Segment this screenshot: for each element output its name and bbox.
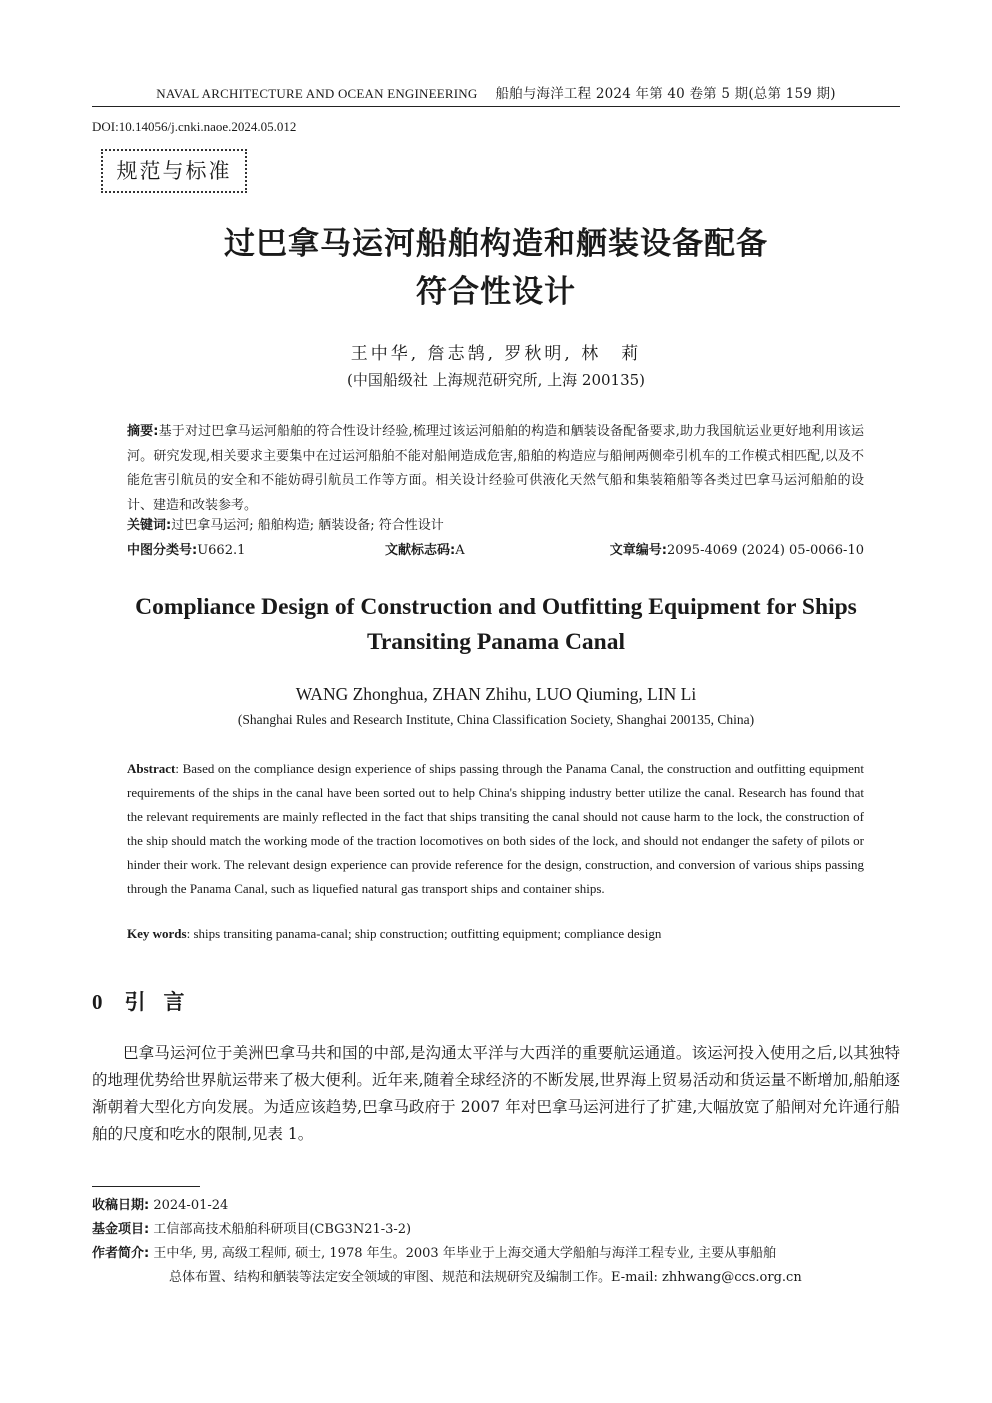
- section-title: 引言: [124, 990, 203, 1014]
- abstract-cn: [127, 420, 864, 518]
- clc-label: 中图分类号:: [127, 543, 198, 558]
- doi: DOI:10.14056/j.cnki.naoe.2024.05.012: [92, 119, 297, 134]
- authors-cn: 王中华, 詹志鹄, 罗秋明, 林 莉: [350, 344, 642, 364]
- title-cn-line2: 符合性设计: [416, 274, 576, 310]
- title-en: Compliance Design of Construction and Outfitting Equipment for Ships Transiting Panama Canal: [135, 594, 857, 655]
- body-paragraph: 巴拿马运河位于美洲巴拿马共和国的中部,是沟通太平洋与大西洋的重要航运通道。该运河投入使用之后,以其独特的地理优势给世界航运带来了极大便利。近年来,随着全球经济的不断发展,世界海上贸易活动和货运量不断增加,船舶逐渐朝着大型化方向发展。为适应该趋势,巴拿马政府于 2007 年对巴拿马运河进行了扩建,大幅放宽了船闸对允许通行船舶的尺度和吃水的限制,见表 1。: [92, 1044, 900, 1143]
- doc-code-field: [385, 539, 465, 558]
- section-number: 0: [92, 990, 103, 1014]
- journal-issue-cn: 船舶与海洋工程 2024 年第 40 卷第 5 期(总第 159 期): [495, 86, 836, 102]
- footnote-rule: [92, 1186, 200, 1187]
- bio-line2: 总体布置、结构和舾装等法定安全领域的审图、规范和法规研究及编制工作。E-mail: zhhwang@ccs.org.cn: [169, 1270, 802, 1285]
- footnote-fund: [92, 1218, 900, 1242]
- abstract-cn-label: 摘要:: [127, 424, 159, 439]
- bio-line1: 王中华, 男, 高级工程师, 硕士, 1978 年生。2003 年毕业于上海交通大学船舶与海洋工程专业, 主要从事船舶: [153, 1246, 777, 1261]
- abstract-en: [127, 757, 864, 901]
- bio-label: 作者简介:: [92, 1246, 150, 1261]
- received-value: 2024-01-24: [153, 1198, 229, 1213]
- doc-code-value: A: [455, 543, 465, 558]
- article-number-field: [610, 539, 864, 558]
- header-rule: [92, 106, 900, 107]
- journal-name-en: NAVAL ARCHITECTURE AND OCEAN ENGINEERING: [156, 86, 478, 101]
- footnote-bio: [92, 1242, 900, 1290]
- running-header: [0, 82, 992, 102]
- keywords-cn: [127, 514, 864, 539]
- article-number-label: 文章编号:: [609, 543, 667, 558]
- fund-label: 基金项目:: [92, 1222, 150, 1237]
- section-heading: [92, 986, 203, 1016]
- keywords-cn-label: 关键词:: [127, 518, 172, 533]
- keywords-en-label: Key words: [127, 926, 187, 941]
- affiliation-cn: (中国船级社 上海规范研究所, 上海 200135): [346, 371, 646, 389]
- clc-field: [127, 539, 245, 558]
- keywords-en: [127, 926, 864, 942]
- received-label: 收稿日期:: [92, 1198, 150, 1213]
- keywords-en-text: : ships transiting panama-canal; ship construction; outfitting equipment; compliance design: [186, 926, 662, 941]
- column-label: 规范与标准: [101, 149, 247, 193]
- fund-value: 工信部高技术船舶科研项目(CBG3N21-3-2): [153, 1222, 412, 1237]
- doc-code-label: 文献标志码:: [385, 543, 456, 558]
- abstract-cn-text: 基于对过巴拿马运河船舶的符合性设计经验,梳理过该运河船舶的构造和舾装设备配备要求,助力我国航运业更好地利用该运河。研究发现,相关要求主要集中在过运河船舶不能对船闸造成危害,船舶的构造应与船闸两侧牵引机车的工作模式相匹配,以及不能危害引航员的安全和不能妨碍引航员工作等方面。相关设计经验可供液化天然气船和集装箱船等各类过巴拿马运河船舶的设计、建造和改装参考。: [127, 424, 864, 513]
- authors-en: WANG Zhonghua, ZHAN Zhihu, LUO Qiuming, LIN Li: [295, 684, 697, 704]
- article-number-value: 2095-4069 (2024) 05-0066-10: [666, 543, 864, 558]
- affiliation-en: (Shanghai Rules and Research Institute, China Classification Society, Shanghai 200135, China): [237, 712, 755, 727]
- title-cn-line1: 过巴拿马运河船舶构造和舾装设备配备: [224, 226, 768, 262]
- keywords-cn-text: 过巴拿马运河; 船舶构造; 舾装设备; 符合性设计: [171, 518, 444, 533]
- abstract-en-text: : Based on the compliance design experience of ships passing through the Panama Canal, the construction and outfitting equipment requirements of the ships in the canal have been sorted out to help China's shipping industry better utilize the canal. Research has found that the relevant requirements are mainly reflected in the fact that ships transiting the canal should not cause harm to the lock, the construction of the ship should match the working mode of the traction locomotives on both sides of the lock, and should not endanger the safety of pilots or hinder their work. The relevant design experience can provide reference for the design, construction, and conversion of various ships passing through the Panama Canal, such as liquefied natural gas transport ships and container ships.: [127, 761, 864, 896]
- abstract-en-label: Abstract: [127, 761, 176, 776]
- clc-value: U662.1: [197, 543, 246, 558]
- footnote-received: [92, 1194, 900, 1218]
